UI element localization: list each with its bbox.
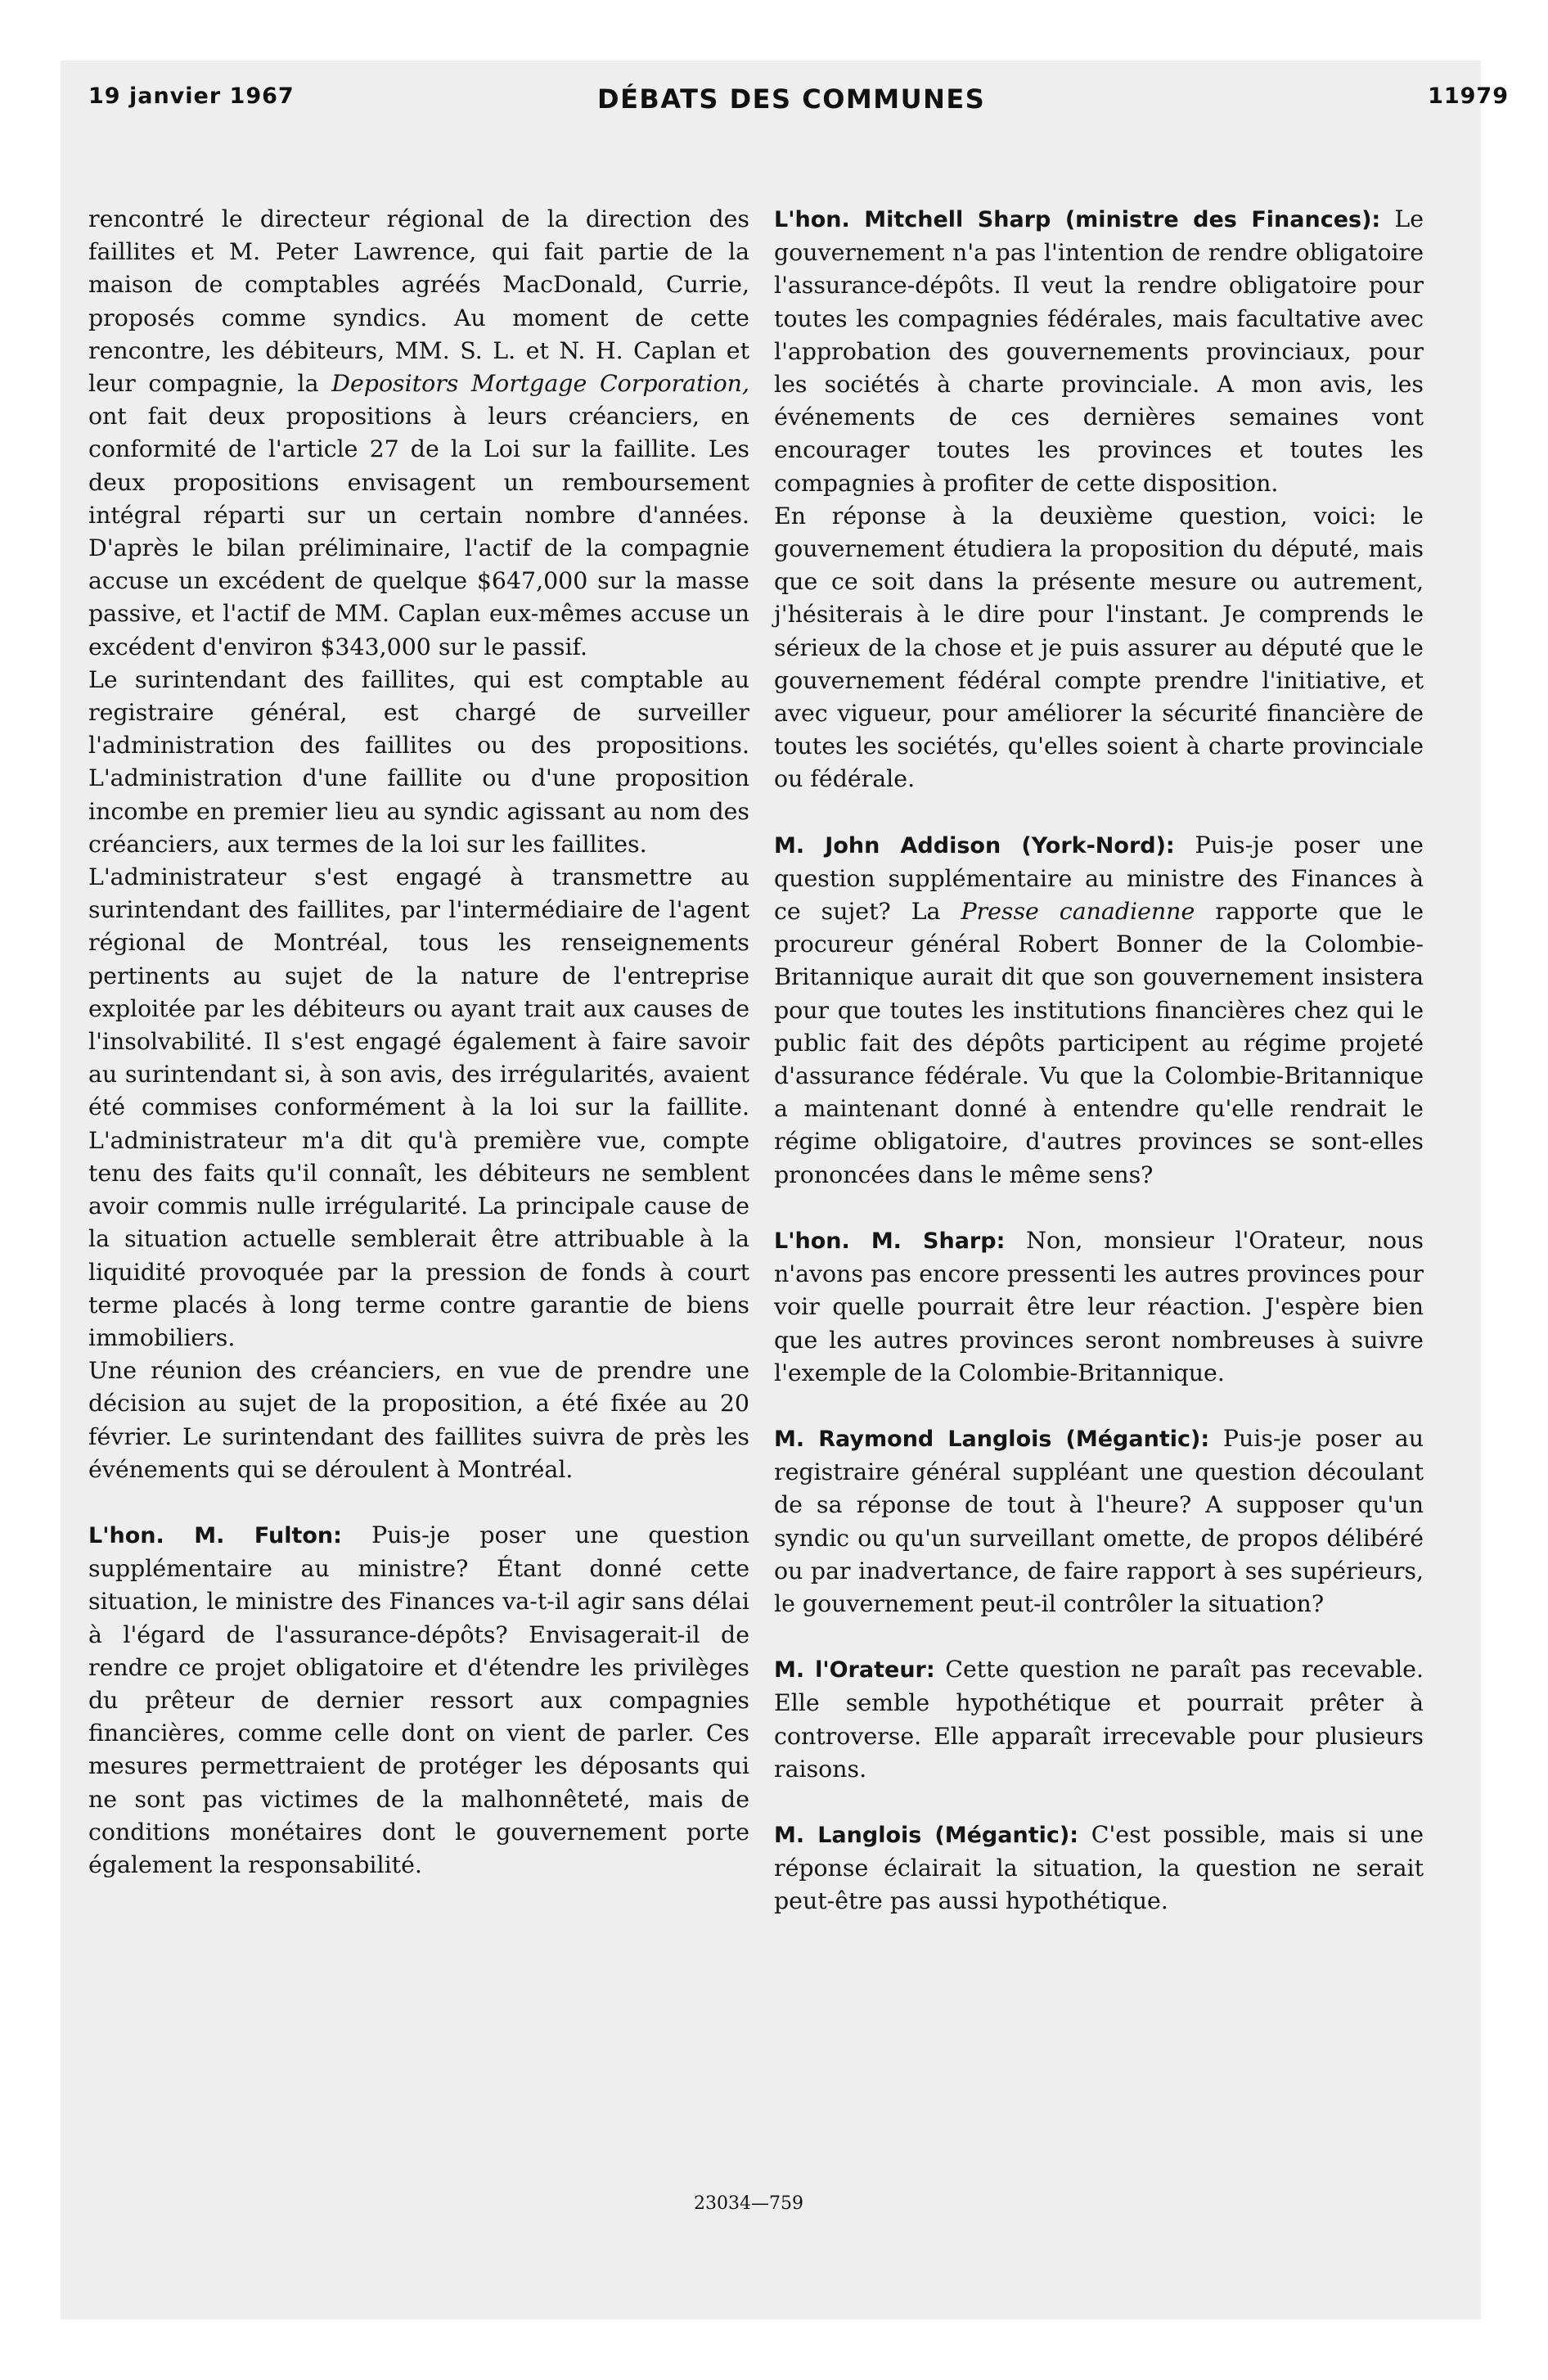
speech-text: Puis-je poser une question supplémentaire au ministre des Finances à ce sujet? La: [774, 831, 1424, 926]
paragraph: En réponse à la deuxième question, voici: le gouvernement étudiera la proposition du député, mais que ce soit dans la présente mesure ou autrement, j'hésiterais à le dire pour l'instant. Je comprends le sérieux de la chose et je puis assurer au député que le gouvernement fédéral compte prendre l'initiative, et avec vigueur, pour améliorer la sécurité financière de toutes les sociétés, qu'elles soient à charte provinciale ou fédérale.: [774, 502, 1424, 793]
speech-text: rapporte que le procureur général Robert Bonner de la Colombie-Britannique aurait dit que son gouvernement insistera pour que toutes les institutions financières chez qui le public fait des dépôts participent au régime projeté d'assurance fédérale. Vu que la Colombie-Britannique a maintenant donné à entendre qu'elle rendrait le régime obligatoire, d'autres provinces se sont-elles prononcées dans le même sens?: [774, 898, 1424, 1188]
speech: [774, 203, 1424, 500]
speech-text: Puis-je poser au registraire général suppléant une question découlant de sa réponse de tout à l'heure? A supposer qu'un syndic ou qu'un surveillant omette, de propos délibéré ou par inadvertance, de faire rapport à ses supérieurs, le gouvernement peut-il contrôler la situation?: [774, 1424, 1424, 1617]
header-date: 19 janvier 1967: [88, 83, 295, 109]
paragraph-text: ont fait deux propositions à leurs créanciers, en conformité de l'article 27 de la Loi sur la faillite. Les deux propositions envisagent un remboursement intégral réparti sur un certain nombre d'années. D'après le bilan préliminaire, l'actif de la compagnie accuse un excédent de quelque $647,000 sur la masse passive, et l'actif de MM. Caplan eux-mêmes accuse un excédent d'environ $343,000 sur le passif.: [88, 403, 749, 660]
speech: [774, 1653, 1424, 1786]
speech: [88, 1519, 749, 1882]
header-title: DÉBATS DES COMMUNES: [597, 83, 986, 115]
speaker-name: L'hon. M. Sharp:: [774, 1228, 1006, 1254]
speech-text: Le gouvernement n'a pas l'intention de rendre obligatoire l'assurance-dépôts. Il veut la rendre obligatoire pour toutes les compagnies fédérales, mais facultative avec l'approbation des gouvernements provinciaux, pour les sociétés à charte provinciale. A mon avis, les événements de ces dernières semaines vont encourager toutes les provinces et toutes les compagnies à profiter de cette disposition.: [774, 205, 1424, 497]
paragraph: L'administrateur s'est engagé à transmettre au surintendant des faillites, par l'intermédiaire de l'agent régional de Montréal, tous les renseignements pertinents au sujet de la nature de l'entreprise exploitée par les débiteurs ou ayant trait aux causes de l'insolvabilité. Il s'est engagé également à faire savoir au surintendant si, à son avis, des irrégularités, avaient été commises conformément à la loi sur la faillite. L'administrateur m'a dit qu'à première vue, compte tenu des faits qu'il connaît, les débiteurs ne semblent avoir commis nulle irrégularité. La principale cause de la situation actuelle semblerait être attribuable à la liquidité provoquée par la pression de fonds à court terme placés à long terme contre garantie de biens immobiliers.: [88, 863, 749, 1351]
speaker-name: M. Raymond Langlois (Mégantic):: [774, 1426, 1210, 1452]
speech: [774, 1224, 1424, 1390]
printer-signature: 23034—759: [694, 2193, 803, 2214]
speech: [774, 1422, 1424, 1620]
speaker-name: M. John Addison (York-Nord):: [774, 832, 1175, 859]
speaker-name: M. Langlois (Mégantic):: [774, 1822, 1079, 1848]
speaker-name: L'hon. M. Fulton:: [88, 1522, 342, 1548]
right-column: [774, 203, 1424, 1918]
paragraph: [88, 203, 749, 664]
newspaper-name: Presse canadienne: [961, 898, 1195, 926]
company-name: Depositors Mortgage Corporation,: [331, 370, 749, 398]
speech-text: C'est possible, mais si une réponse éclairait la situation, la question ne serait peut-être pas aussi hypothétique.: [774, 1820, 1424, 1915]
paragraph: Le surintendant des faillites, qui est comptable au registraire général, est chargé de surveiller l'administration des faillites ou des propositions. L'administration d'une faillite ou d'une proposition incombe en premier lieu au syndic agissant au nom des créanciers, aux termes de la loi sur les faillites.: [88, 665, 749, 858]
page-header: [88, 83, 1515, 119]
left-column: [88, 203, 749, 1882]
paragraph: Une réunion des créanciers, en vue de prendre une décision au sujet de la proposition, a été fixée au 20 février. Le surintendant des faillites suivra de près les événements qui se déroulent à Montréal.: [88, 1357, 749, 1483]
header-page-number: 11979: [1428, 83, 1509, 109]
speech-text: Cette question ne paraît pas recevable. Elle semble hypothétique et pourrait prêter à controverse. Elle apparaît irrecevable pour plusieurs raisons.: [774, 1656, 1424, 1783]
speech: [774, 1819, 1424, 1918]
speaker-name: L'hon. Mitchell Sharp (ministre des Finances):: [774, 207, 1381, 232]
speech-text: Puis-je poser une question supplémentaire au ministre? Étant donné cette situation, le ministre des Finances va-t-il agir sans délai à l'égard de l'assurance-dépôts? Envisagerait-il de rendre ce projet obligatoire et d'étendre les privilèges du prêteur de dernier ressort aux compagnies financières, comme celle dont on vient de parler. Ces mesures permettraient de protéger les déposants qui ne sont pas victimes de la malhonnêteté, mais de conditions monétaires dont le gouvernement porte également la responsabilité.: [88, 1521, 749, 1878]
speaker-name: M. l'Orateur:: [774, 1657, 935, 1684]
speech-text: Non, monsieur l'Orateur, nous n'avons pas encore pressenti les autres provinces pour voir quelle pourrait être leur réaction. J'espère bien que les autres provinces seront nombreuses à suivre l'exemple de la Colombie-Britannique.: [774, 1226, 1424, 1386]
paragraph-text: rencontré le directeur régional de la direction des faillites et M. Peter Lawrence, qui fait partie de la maison de comptables agréés MacDonald, Currie, proposés comme syndics. Au moment de cette rencontre, les débiteurs, MM. S. L. et N. H. Caplan et leur compagnie, la: [88, 205, 749, 398]
speech: [774, 829, 1424, 1192]
